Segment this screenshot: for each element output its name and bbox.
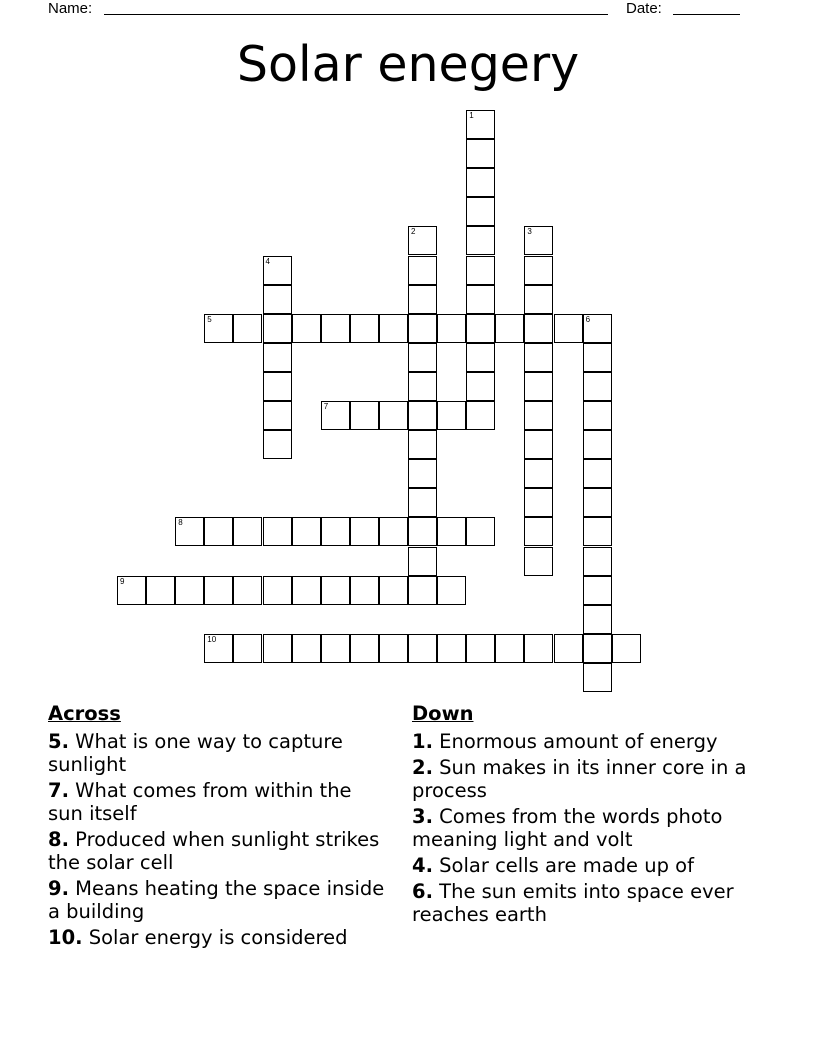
down-clue xyxy=(412,730,752,753)
clue-num: 10. xyxy=(48,926,83,949)
across-clue xyxy=(48,828,388,874)
grid-cell[interactable] xyxy=(524,430,553,459)
page-title: Solar enegery xyxy=(236,36,580,93)
grid-cell[interactable] xyxy=(175,576,204,605)
grid-cell[interactable] xyxy=(408,256,437,285)
clue-text: Solar energy is considered xyxy=(82,926,348,949)
grid-cell[interactable] xyxy=(321,314,350,343)
grid-cell[interactable] xyxy=(379,401,408,430)
grid-cell[interactable] xyxy=(350,314,379,343)
grid-cell[interactable] xyxy=(554,634,583,663)
across-clue xyxy=(48,730,388,776)
grid-cell[interactable] xyxy=(204,634,233,663)
across-clue xyxy=(48,877,388,923)
grid-cell[interactable] xyxy=(466,168,495,197)
grid-cell[interactable] xyxy=(408,226,437,255)
clue-number: 2 xyxy=(411,227,416,237)
grid-cell[interactable] xyxy=(554,314,583,343)
grid-cell[interactable] xyxy=(466,110,495,139)
grid-cell[interactable] xyxy=(583,372,612,401)
grid-cell[interactable] xyxy=(524,256,553,285)
grid-cell[interactable] xyxy=(524,372,553,401)
grid-cell[interactable] xyxy=(350,576,379,605)
grid-cell[interactable] xyxy=(350,517,379,546)
grid-cell[interactable] xyxy=(466,517,495,546)
grid-cell[interactable] xyxy=(263,372,292,401)
across-clues xyxy=(48,702,388,952)
grid-cell[interactable] xyxy=(408,488,437,517)
grid-cell[interactable] xyxy=(379,517,408,546)
across-clue xyxy=(48,779,388,825)
grid-cell[interactable] xyxy=(524,459,553,488)
grid-cell[interactable] xyxy=(263,343,292,372)
grid-cell[interactable] xyxy=(408,459,437,488)
grid-cell[interactable] xyxy=(408,576,437,605)
grid-cell[interactable] xyxy=(583,488,612,517)
date-label: Date: xyxy=(626,0,662,17)
down-clue xyxy=(412,854,752,877)
grid-cell[interactable] xyxy=(524,488,553,517)
clue-num: 2. xyxy=(412,756,433,779)
grid-cell[interactable] xyxy=(408,314,437,343)
grid-cell[interactable] xyxy=(263,256,292,285)
grid-cell[interactable] xyxy=(408,547,437,576)
clue-number: 8 xyxy=(178,518,183,528)
grid-cell[interactable] xyxy=(263,517,292,546)
clue-num: 4. xyxy=(412,854,433,877)
grid-cell[interactable] xyxy=(466,634,495,663)
grid-cell[interactable] xyxy=(233,634,262,663)
grid-cell[interactable] xyxy=(583,343,612,372)
grid-cell[interactable] xyxy=(379,634,408,663)
grid-cell[interactable] xyxy=(292,517,321,546)
grid-cell[interactable] xyxy=(524,314,553,343)
grid-cell[interactable] xyxy=(466,401,495,430)
clue-num: 1. xyxy=(412,730,433,753)
grid-cell[interactable] xyxy=(466,226,495,255)
grid-cell[interactable] xyxy=(263,314,292,343)
grid-cell[interactable] xyxy=(321,576,350,605)
grid-cell[interactable] xyxy=(466,285,495,314)
grid-cell[interactable] xyxy=(263,401,292,430)
clue-number: 10 xyxy=(207,634,217,644)
clue-number: 5 xyxy=(207,314,212,324)
clue-text: Sun makes in its inner core in a process xyxy=(412,756,747,802)
down-clue xyxy=(412,880,752,926)
grid-cell[interactable] xyxy=(583,517,612,546)
grid-cell[interactable] xyxy=(350,634,379,663)
grid-cell[interactable] xyxy=(583,314,612,343)
grid-cell[interactable] xyxy=(379,314,408,343)
grid-cell[interactable] xyxy=(175,517,204,546)
grid-cell[interactable] xyxy=(583,663,612,692)
grid-cell[interactable] xyxy=(583,576,612,605)
grid-cell[interactable] xyxy=(350,401,379,430)
grid-cell[interactable] xyxy=(263,430,292,459)
across-heading: Across xyxy=(48,702,121,725)
grid-cell[interactable] xyxy=(583,401,612,430)
grid-cell[interactable] xyxy=(466,343,495,372)
grid-cell[interactable] xyxy=(524,401,553,430)
grid-cell[interactable] xyxy=(117,576,146,605)
clue-number: 4 xyxy=(265,256,270,266)
grid-cell[interactable] xyxy=(379,576,408,605)
clue-text: Enormous amount of energy xyxy=(432,730,718,753)
down-clues xyxy=(412,702,752,929)
grid-cell[interactable] xyxy=(204,517,233,546)
grid-cell[interactable] xyxy=(292,576,321,605)
clue-text: The sun emits into space ever reaches earth xyxy=(412,880,734,926)
clue-number: 3 xyxy=(527,227,532,237)
grid-cell[interactable] xyxy=(583,605,612,634)
clue-number: 9 xyxy=(120,576,125,586)
grid-cell[interactable] xyxy=(437,634,466,663)
grid-cell[interactable] xyxy=(233,517,262,546)
clue-text: What is one way to capture sunlight xyxy=(48,730,343,776)
clue-text: Means heating the space inside a building xyxy=(48,877,385,923)
grid-cell[interactable] xyxy=(583,634,612,663)
grid-cell[interactable] xyxy=(524,517,553,546)
grid-cell[interactable] xyxy=(583,430,612,459)
grid-cell[interactable] xyxy=(263,634,292,663)
grid-cell[interactable] xyxy=(466,314,495,343)
grid-cell[interactable] xyxy=(524,343,553,372)
grid-cell[interactable] xyxy=(321,634,350,663)
grid-cell[interactable] xyxy=(292,634,321,663)
grid-cell[interactable] xyxy=(524,634,553,663)
grid-cell[interactable] xyxy=(466,197,495,226)
grid-cell[interactable] xyxy=(437,401,466,430)
grid-cell[interactable] xyxy=(408,634,437,663)
grid-cell[interactable] xyxy=(292,314,321,343)
clue-number: 7 xyxy=(323,402,329,411)
grid-cell[interactable] xyxy=(524,226,553,255)
grid-cell[interactable] xyxy=(524,285,553,314)
clue-number: 6 xyxy=(585,314,591,324)
grid-cell[interactable] xyxy=(146,576,175,605)
grid-cell[interactable] xyxy=(321,517,350,546)
grid-cell[interactable] xyxy=(204,314,233,343)
name-label: Name: xyxy=(48,0,93,17)
clue-num: 7. xyxy=(48,779,69,802)
grid-cell[interactable] xyxy=(408,285,437,314)
clue-text: Comes from the words photo meaning light and volt xyxy=(412,805,723,851)
clue-number: 1 xyxy=(469,111,474,120)
grid-cell[interactable] xyxy=(466,256,495,285)
across-clue xyxy=(48,926,388,949)
grid-cell[interactable] xyxy=(408,517,437,546)
clue-text: Solar cells are made up of xyxy=(432,854,694,877)
grid-cell[interactable] xyxy=(204,576,233,605)
grid-cell[interactable] xyxy=(408,430,437,459)
grid-cell[interactable] xyxy=(233,576,262,605)
grid-cell[interactable] xyxy=(466,372,495,401)
clue-num: 5. xyxy=(48,730,69,753)
grid-cell[interactable] xyxy=(524,547,553,576)
down-clue xyxy=(412,805,752,851)
clue-text: Produced when sunlight strikes the solar cell xyxy=(48,828,380,874)
grid-cell[interactable] xyxy=(437,314,466,343)
grid-cell[interactable] xyxy=(233,314,262,343)
grid-cell[interactable] xyxy=(583,459,612,488)
grid-cell[interactable] xyxy=(583,547,612,576)
clue-text: What comes from within the sun itself xyxy=(48,779,352,825)
grid-cell[interactable] xyxy=(408,343,437,372)
clue-num: 6. xyxy=(412,880,433,903)
grid-cell[interactable] xyxy=(437,576,466,605)
down-heading: Down xyxy=(412,702,474,725)
down-clue xyxy=(412,756,752,802)
clue-num: 9. xyxy=(48,877,69,900)
grid-cell[interactable] xyxy=(321,401,350,430)
clue-num: 8. xyxy=(48,828,69,851)
grid-cell[interactable] xyxy=(408,401,437,430)
clue-num: 3. xyxy=(412,805,433,828)
grid-cell[interactable] xyxy=(612,634,641,663)
grid-cell[interactable] xyxy=(263,576,292,605)
grid-cell[interactable] xyxy=(437,517,466,546)
grid-cell[interactable] xyxy=(408,372,437,401)
grid-cell[interactable] xyxy=(263,285,292,314)
grid-cell[interactable] xyxy=(466,139,495,168)
grid-cell[interactable] xyxy=(495,634,524,663)
grid-cell[interactable] xyxy=(495,314,524,343)
